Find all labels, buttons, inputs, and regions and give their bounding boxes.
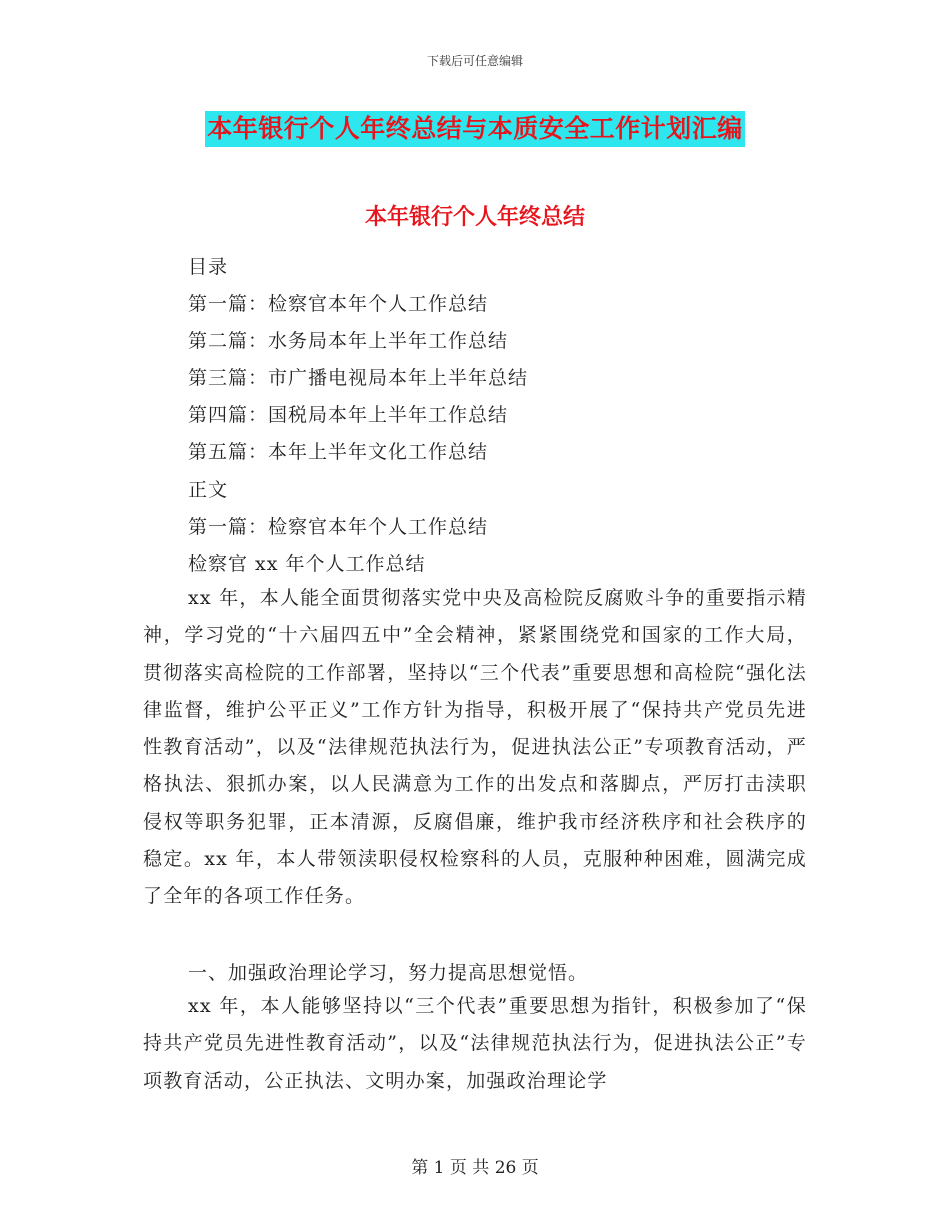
toc-item: 第四篇：国税局本年上半年工作总结 <box>188 404 509 426</box>
section-heading: 一、加强政治理论学习，努力提高思想觉悟。 <box>188 962 589 984</box>
page-footer: 第 1 页 共 26 页 <box>411 1158 539 1178</box>
paragraph: xx 年，本人能够坚持以“三个代表”重要思想为指针，积极参加了“保持共产党员先进性教育活动”，以及“法律规范执法行为，促进执法公正”专项教育活动，公正执法、文明办案，加强政治理论学 <box>143 995 807 1092</box>
chapter-subheading: 检察官 xx 年个人工作总结 <box>188 553 426 575</box>
sub-title: 本年银行个人年终总结 <box>364 205 585 230</box>
toc-item: 第一篇：检察官本年个人工作总结 <box>188 293 489 315</box>
toc-item: 第五篇：本年上半年文化工作总结 <box>188 441 489 463</box>
page-header: 下载后可任意编辑 <box>426 54 523 68</box>
toc-item: 第二篇：水务局本年上半年工作总结 <box>188 330 509 352</box>
toc-heading: 目录 <box>188 256 229 278</box>
toc-item: 第三篇：市广播电视局本年上半年总结 <box>188 367 529 389</box>
main-title: 本年银行个人年终总结与本质安全工作计划汇编 <box>205 111 745 147</box>
chapter-heading: 第一篇：检察官本年个人工作总结 <box>188 516 489 538</box>
paragraph: xx 年，本人能全面贯彻落实党中央及高检院反腐败斗争的重要指示精神，学习党的“十六届四五中”全会精神，紧紧围绕党和国家的工作大局，贯彻落实高检院的工作部署，坚持以“三个代表”重要思想和高检院“强化法律监督，维护公平正义”工作方针为指导，积极开展了“保持共产党员先进性教育活动”，以及“法律规范执法行为，促进执法公正”专项教育活动，严格执法、狠抓办案，以人民满意为工作的出发点和落脚点，严厉打击渎职侵权等职务犯罪，正本清源，反腐倡廉，维护我市经济秩序和社会秩序的稳定。xx 年，本人带领渎职侵权检察科的人员，克服种种困难，圆满完成了全年的各项工作任务。 <box>143 587 807 908</box>
body-heading: 正文 <box>188 479 229 501</box>
main-title-wrapper <box>0 111 950 147</box>
